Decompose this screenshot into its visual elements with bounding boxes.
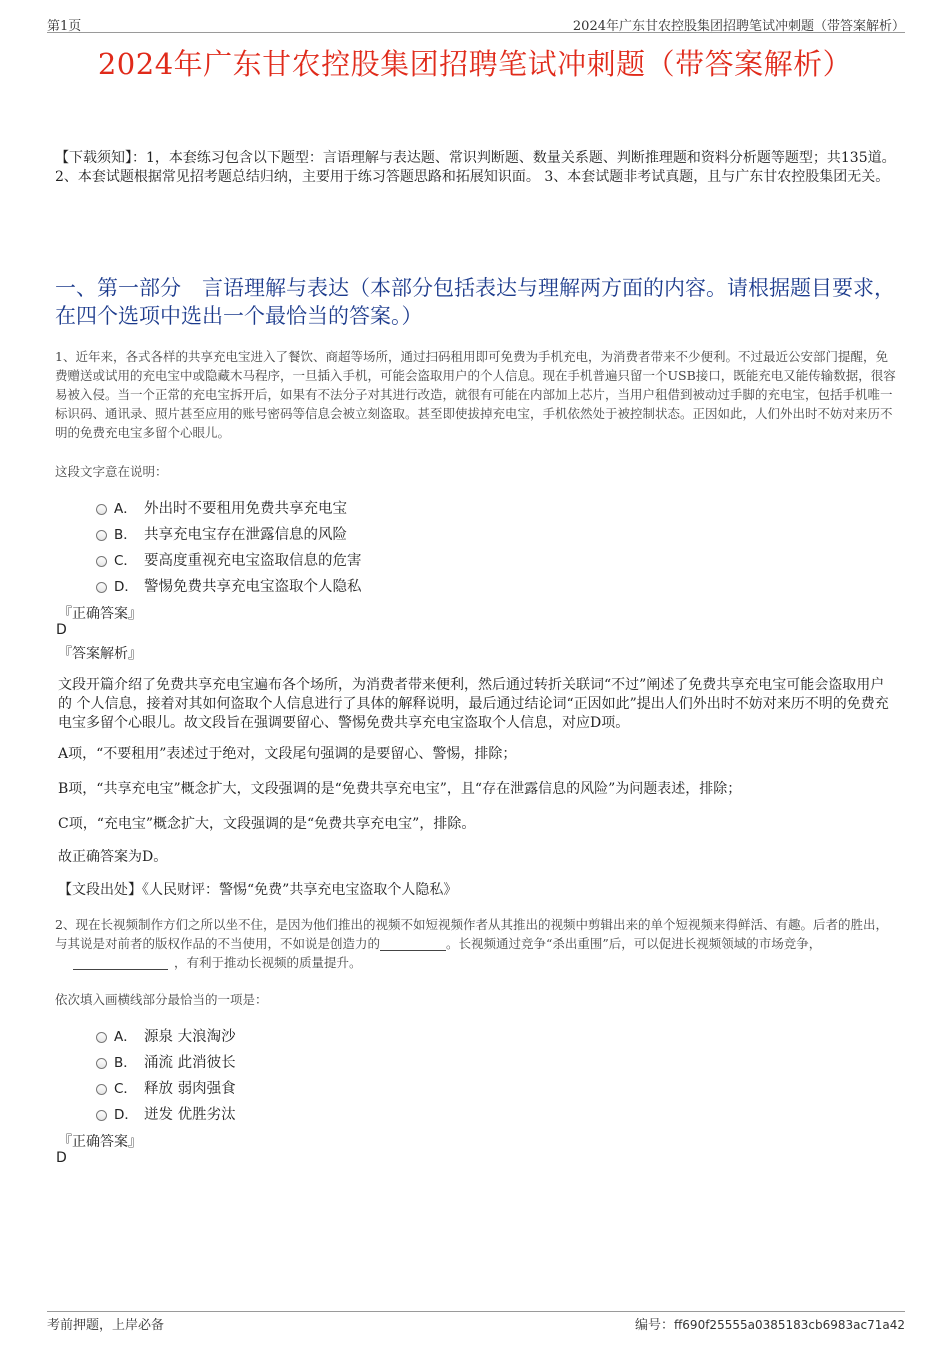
footer-slogan: 考前押题，上岸必备 xyxy=(47,1318,165,1333)
document-title: 2024年广东甘农控股集团招聘笔试冲刺题（带答案解析） xyxy=(97,47,853,81)
answer-label: 『正确答案』 xyxy=(58,1134,142,1150)
question-1-options xyxy=(96,497,516,601)
question-1-prompt: 这段文字意在说明： xyxy=(55,464,168,479)
radio-icon[interactable] xyxy=(96,1032,107,1043)
question-2-options xyxy=(96,1025,516,1129)
option-c[interactable]: C． 释放 弱肉强食 xyxy=(96,1077,516,1103)
option-b[interactable]: B． 共享充电宝存在泄露信息的风险 xyxy=(96,523,516,549)
header-doc-title: 2024年广东甘农控股集团招聘笔试冲刺题（带答案解析） xyxy=(572,19,905,34)
analysis-option-c: C项，“充电宝”概念扩大，文段强调的是“免费共享充电宝”，排除。 xyxy=(58,816,476,832)
section-heading: 一、第一部分 言语理解与表达（本部分包括表达与理解两方面的内容。请根据题目要求，在四个选项中选出一个最恰当的答案。） xyxy=(55,276,895,328)
page-footer xyxy=(47,1311,905,1332)
radio-icon[interactable] xyxy=(96,504,107,515)
analysis-label: 『答案解析』 xyxy=(58,646,142,662)
option-b[interactable]: B． 涌流 此消彼长 xyxy=(96,1051,516,1077)
option-d[interactable]: D． 警惕免费共享充电宝盗取个人隐私 xyxy=(96,575,516,601)
text-source: 【文段出处】《人民财评：警惕“免费”共享充电宝盗取个人隐私》 xyxy=(58,882,458,898)
answer-label: 『正确答案』 xyxy=(58,606,142,622)
question-2-prompt: 依次填入画横线部分最恰当的一项是： xyxy=(55,992,268,1007)
page-number: 第1页 xyxy=(47,19,82,34)
blank-2 xyxy=(73,956,168,970)
document-code: 编号：ff690f25555a0385183cb6983ac71a42 xyxy=(635,1318,905,1333)
download-notice: 【下载须知】：1，本套练习包含以下题型：言语理解与表达题、常识判断题、数量关系题、判断推理题和资料分析题等题型；共135道。 2、本套试题根据常见招考题总结归纳，主要用于练习答题思路和拓展知识面。 3、本套试题非考试真题，且与广东甘农控股集团无关。 xyxy=(55,150,896,185)
analysis-option-b: B项，“共享充电宝”概念扩大，文段强调的是“免费共享充电宝”，且“存在泄露信息的风险”为问题表述，排除； xyxy=(58,781,742,797)
blank-1 xyxy=(380,937,446,951)
analysis-conclusion: 故正确答案为D。 xyxy=(58,849,168,865)
analysis-paragraph: 文段开篇介绍了免费共享充电宝遍布各个场所，为消费者带来便利，然后通过转折关联词“不过”阐述了免费共享充电宝可能会盗取用户 的 个人信息，接着对其如何盗取个人信息进行了具体的解释说明，最后通过结论词“正因如此”提出人们外出时不妨对来历不明的免费充电宝多留个心眼儿。故文段旨在强调要留心、警惕免费共享充电宝盗取个人信息，对应D项。 xyxy=(58,677,889,731)
answer-value: D xyxy=(56,1150,67,1166)
option-a[interactable]: A． 外出时不要租用免费共享充电宝 xyxy=(96,497,516,523)
answer-value: D xyxy=(56,622,67,638)
radio-icon[interactable] xyxy=(96,556,107,567)
radio-icon[interactable] xyxy=(96,530,107,541)
radio-icon[interactable] xyxy=(96,1058,107,1069)
radio-icon[interactable] xyxy=(96,1084,107,1095)
question-2-stem: 2、现在长视频制作方们之所以坐不住，是因为他们推出的视频不如短视频作者从其推出的视频中剪辑出来的单个短视频来得鲜活、有趣。后者的胜出，与其说是对前者的版权作品的不当使用，不如说是创造力的 。长视频通过竞争“杀出重围”后，可以促进长视频领域的市场竞争，，有利于推动长视频的质量提升。 xyxy=(55,917,888,970)
radio-icon[interactable] xyxy=(96,1110,107,1121)
option-d[interactable]: D． 迸发 优胜劣汰 xyxy=(96,1103,516,1129)
page-header xyxy=(47,14,905,33)
question-1-stem: 1、近年来，各式各样的共享充电宝进入了餐饮、商超等场所，通过扫码租用即可免费为手机充电，为消费者带来不少便利。不过最近公安部门提醒，免费赠送或试用的充电宝中或隐藏木马程序，一旦插入手机，可能会盗取用户的个人信息。现在手机普遍只留一个USB接口，既能充电又能传输数据，很容易被入侵。当一个正常的充电宝拆开后，如果有不法分子对其进行改造，就很有可能在内部加上芯片，当用户租借到被动过手脚的充电宝，包括手机唯一标识码、通讯录、照片甚至应用的账号密码等信息会被立刻盗取。甚至即使拔掉充电宝，手机依然处于被控制状态。正因如此，人们外出时不妨对来历不明的免费充电宝多留个心眼儿。 xyxy=(55,349,896,440)
option-c[interactable]: C． 要高度重视充电宝盗取信息的危害 xyxy=(96,549,516,575)
option-a[interactable]: A． 源泉 大浪淘沙 xyxy=(96,1025,516,1051)
analysis-option-a: A项，“不要租用”表述过于绝对，文段尾句强调的是要留心、警惕，排除； xyxy=(58,746,517,762)
radio-icon[interactable] xyxy=(96,582,107,593)
